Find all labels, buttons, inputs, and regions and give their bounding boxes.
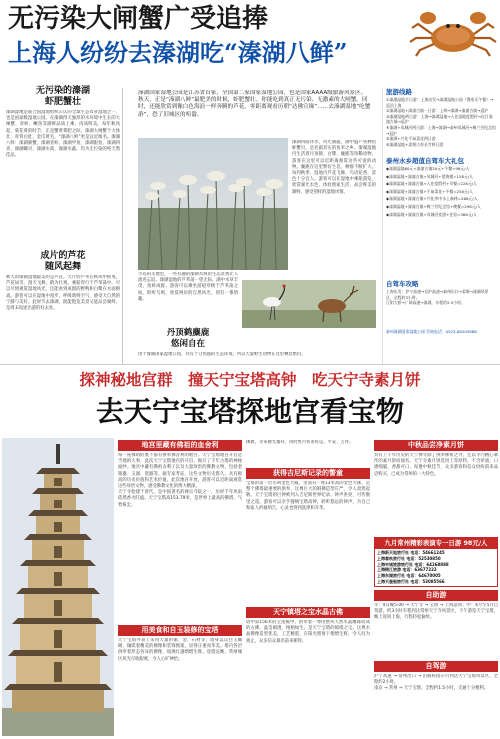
route-item: ④溱湖+凤城河两日游：上海→溱湖→泰州凤城河→梅兰芳纪念馆→返沪 [386, 124, 496, 136]
banner-subtitle: 探神秘地宫群 撞天宁宝塔高钟 吃天宁寺素月饼 [79, 371, 421, 389]
package-section-title: 泰州水乡超值自驾车大礼包 [386, 157, 464, 165]
route-item: ③溱湖湿地两日游：上海→溱湖湿地→入住湿地度假村→次日溱潼古镇→返沪 [386, 113, 493, 125]
col1-title-2: 用美食和自玉装修的宝塔 [118, 625, 242, 636]
photo-caption-1: 丹顶鹤麋鹿 [166, 328, 210, 338]
col2-title: 获得吉尼斯记录的瞥童 [246, 468, 370, 479]
crab-illustration [408, 4, 498, 64]
col3-title: 中秋品尝净素月饼 [374, 440, 498, 451]
left-column [6, 86, 120, 362]
left-body-2: 秋天的溱湖湿地最美的是芦花。大片的芦苇在秋风中摇曳，芦花如雪，漫天飞舞，蔚为壮观。乘船穿行于芦苇荡中，可以尽情观赏湿地风光，还能看到成群的野鸭和白鹭在水面嬉戏。游客可以在湿地中漫步，呼吸新鲜空气，感受大自然的宁静与美好。此时节去溱湖，既能饱览美景又能品尝湖鲜，是周末短途出游的好去处。 [6, 275, 120, 312]
promo-item: 上海东湖旅行社 电话：64670005 [377, 573, 441, 579]
bottom-column-3 [374, 440, 498, 736]
photo-caption-2: 悠闲自在 [170, 339, 205, 349]
middle-body-right: 溱湖四面环水，风光旖旎，湖中盛产各种鱼虾蟹贝，是名副其实的鱼米之乡。溱湖湿地内生活着丹顶鹤、白鹭、麋鹿等珍稀动物，游客在这里可以近距离观赏这些可爱的动物。麋鹿在这里繁衍生息，种群不断扩大。每到秋季，湿地内芦花飞舞，鸟语花香，景色十分宜人。游客可以在湿地中乘船游览，欣赏湖光水色，体验渔家生活，品尝鲜美的湖鲜，感受别样的湿地风情。 [292, 140, 376, 195]
route-list [386, 97, 496, 153]
promo-item: 上海锦江旅游 电话：63677222 [377, 567, 437, 573]
pagoda-photo [2, 438, 114, 736]
promo-list [375, 549, 497, 586]
divider [122, 88, 123, 364]
left-title-4: 随风起舞 [44, 262, 81, 272]
col2-lead: 佛教，寻来佛光福祥，同时更可祈求好运、平安、吉祥。 [246, 440, 354, 445]
self-tour-body: 早：4日晚5:00 → 天宁寺 → 宝塔 → 上海返回；中：4月至5月自驾游，约3小时车程到达常州天宁寺风景区，下午游览天宁宝塔，晚上返回上海，行程轻松愉快。 [374, 602, 498, 621]
drive-body: 上海出发：沪宁高速→京沪高速→泰州出口→姜堰→溱湖风景区，全程约3小时。 江阴大桥→广靖高速→溱湖，车程约2.5小时。 [386, 289, 489, 306]
right-column [382, 88, 496, 364]
promo-item: 上海春秋旅行社 电话：52530850 [377, 555, 441, 561]
package-list [386, 166, 496, 276]
col1-body-2: 天宁宝塔外表上采用大量的铜、金、石材等，塔身以汉白玉雕砌，镶嵌着精美的佛像和装饰图案，显得庄重而华美。塔内各层供奉着形态各异的佛像，琉璃灯盏熠熠生辉。登塔远眺，常州城区风光尽收眼底，令人心旷神怡。 [118, 638, 242, 662]
package-item: ◆溱湖湿地60元+溱潼古镇20元+午餐=98元/人 [386, 166, 470, 171]
left-title-2: 虾肥蟹壮 [44, 97, 81, 107]
middle-column [124, 88, 380, 364]
bottom-column-1 [118, 440, 242, 736]
route-section-title: 旅游线路 [386, 88, 412, 96]
bottom-column-2 [246, 440, 370, 736]
banner [0, 366, 500, 436]
headline-1: 无污染大闸蟹广受追捧 [8, 4, 269, 34]
promo-item: 上海申城旅游旅行社 电话：64268888 [377, 561, 449, 567]
col1-body: 每一座佛塔的底下都有供奉佛舍利的地宫。天宁宝塔地宫开启是当地的大事，此次天宁宝塔地宫的开启，揭开了千年古塔的神秘面纱。地宫中藏有佛祖舍利子以及大量珍贵的佛教文物，包括金银器、玉器、瓷器等。据专家考证，这些文物历史悠久，具有极高的历史价值和艺术价值。此次地宫开放，游客可以近距离观赏这些珍贵文物，感受佛教文化的博大精深。 天宁寺始建于唐代，是中国著名的禅宗寺院之一，历经千年风雨依然香火旺盛。天宁宝塔高153.79米，是世界上最高的佛塔，气势恢宏。 [118, 453, 242, 508]
reed-photo [138, 138, 288, 270]
promo-item: 上海天鹿船旅行社 电话：53085566 [377, 578, 445, 584]
drive-contact: 泰州溱湖国家湿地公园 咨询电话：0523-88203888 [386, 329, 477, 334]
package-item: ◆溱湖湿地+溱潼古镇+梅兰芳纪念馆+晚餐=298元/人 [386, 203, 481, 209]
package-item: ◆溱湖湿地+溱潼古镇+千垛菜花+午餐=258元/人 [386, 188, 474, 194]
promo-title: 九月常州精彩表演专一日游 98元/人 [375, 538, 497, 549]
route-item: ②溱湖湿地+溱潼古镇一日游：上海→溱湖→溱潼古镇→返沪 [386, 108, 489, 114]
col2-title-2: 天宁镇塔之宝水晶古佛 [246, 607, 370, 618]
col1-title: 地宫里藏有佛祖的血舍利 [118, 440, 242, 451]
route-item: ⑥溱湖湿地+姜堰古寿圣寺两日游 [386, 141, 444, 147]
promo-box [374, 537, 498, 587]
left-title-1: 无污染的溱湖 [35, 86, 90, 96]
left-title-3: 成片的芦花 [40, 251, 86, 261]
crane-photo [242, 280, 376, 328]
package-item: ◆溱湖湿地+溱潼古镇+兴化李中水上森林=268元/人 [386, 196, 478, 202]
self-tour-title: 自助游 [374, 590, 498, 601]
col2-body: 宝塔的第一层名叫金色大殿，里面有一尊13米高的金色大佛，是整个佛塔最重要的供奉。这尊巨大的铜佛造型庄严，令人肃然起敬。天宁宝塔的巨钟被列入吉尼斯世界纪录，钟声洪亮，可传数里之遥。游客可以亲手撞响宝塔高钟，聆听悠远的钟声，为自己和家人祈福纳吉，心灵也得到洗涤和升华。 [246, 481, 370, 511]
headline-block [0, 0, 500, 90]
promo-item: 上海新天地旅行社 电话：54661245 [377, 550, 445, 555]
drive-tour-body: 沪宁高速 → 常州出口 → 沿路标指示可到达天宁宝塔风景区，全程约2小时。 南京 → 常州 → 天宁宝塔，全程约1.5小时，交通十分便利。 [374, 673, 498, 692]
route-item: ⑤溱湖+兴化千垛菜花两日游 [386, 136, 436, 142]
left-body-1: 溱湖湿地是联合国湿地组织公认的全球生态农业湿地之一，也是国家级湿地公园。在溱湖得天独厚的水环境中生长的大闸蟹、青虾、鳜鱼等湖鲜品质上乘，肉质鲜美。每年秋风起、菊花黄的时节，正是蟹黄膏肥之际，溱湖大闸蟹个大体壮、青背白肚、金爪黄毛，“溱湖八鲜”更是远近闻名。溱湖八鲜：溱湖簖蟹、溱湖青虾、溱湖甲鱼、溱湖银鱼、溱湖四喜、溱湖螺贝、溱湖水禽、溱湖水蔬，均为无污染的纯天然佳品。 [6, 110, 120, 159]
banner-title: 去天宁宝塔探地宫看宝物 [95, 395, 404, 428]
middle-body-bottom: 小岛的圣地里，一些有趣的溱湖水域的生态景观让人流连忘返。溱湖湿地的芦苇荡一望无际，湖中水草丰茂，鱼虾成群。游客可以乘坐游船穿梭于芦苇荡之间，聆听鸟鸣，欣赏两岸的自然风光，别有一番情趣。 [138, 272, 238, 302]
drive-tour-title: 自驾游 [374, 661, 498, 672]
middle-lead: 溱湖国家湿地公园是江苏省首家，全国第二家国家湿地公园，也是国家AAAA级旅游风景区。 秋天，正是“溱湖八鲜”最肥美的时候，虾肥蟹壮。你能吃到真正无污染、无激素的大闸蟹。同时，还能欣赏到像白色海浪一样奔腾的芦花，零距离观看历朝“达佛宣缘”……去溱湖湿地“吃蟹游”，恐了旧城区的喧嚣。 [138, 90, 371, 118]
col3-body: 具有上千年历史的天宁禅寺除了供奉佛祖之外，还以寺内精心制作的素月饼而闻名。天宁寺素月饼选用上等原料，不含荤油，口感细腻，香甜可口。每逢中秋佳节，众多游客和信众纷纷前来品尝购买，已成为常州的一大特色。 [374, 453, 498, 477]
drive-section-title: 自驾车攻略 [386, 280, 419, 288]
divider [0, 364, 500, 365]
package-item: ◆溱湖湿地+溱潼古镇+入住度假村+早餐=228元/人 [386, 181, 477, 187]
headline-2: 上海人纷纷去溱湖吃“溱湖八鲜” [8, 38, 348, 67]
col2-body-2: 塔中第156米的宝莲殿中，供奉着一尊由整块天然水晶雕琢而成的古佛，晶莹剔透，栩栩如生，是天宁宝塔的镇塔之宝。这尊水晶佛像造型优美，工艺精湛，在阳光照射下熠熠生辉，令人叹为观止。众多信众慕名前来朝拜。 [246, 620, 370, 644]
package-item: ◆溱湖湿地+溱潼古镇+凤城河+望海楼=158元/人 [386, 173, 474, 179]
package-item: ◆溱湖湿地+溱潼古镇+凤城河夜游+住宿=388元/人 [386, 211, 477, 217]
middle-foot: 由于溱湖国家湿地公园，具有十分优越的生态环境，所以大量野生动物在这里栖息繁衍。 [138, 352, 306, 357]
route-item: ①溱湖湿地半日游：上海出发→溱湖湿地公园（渔家乐午餐）→返回上海 [386, 97, 494, 108]
